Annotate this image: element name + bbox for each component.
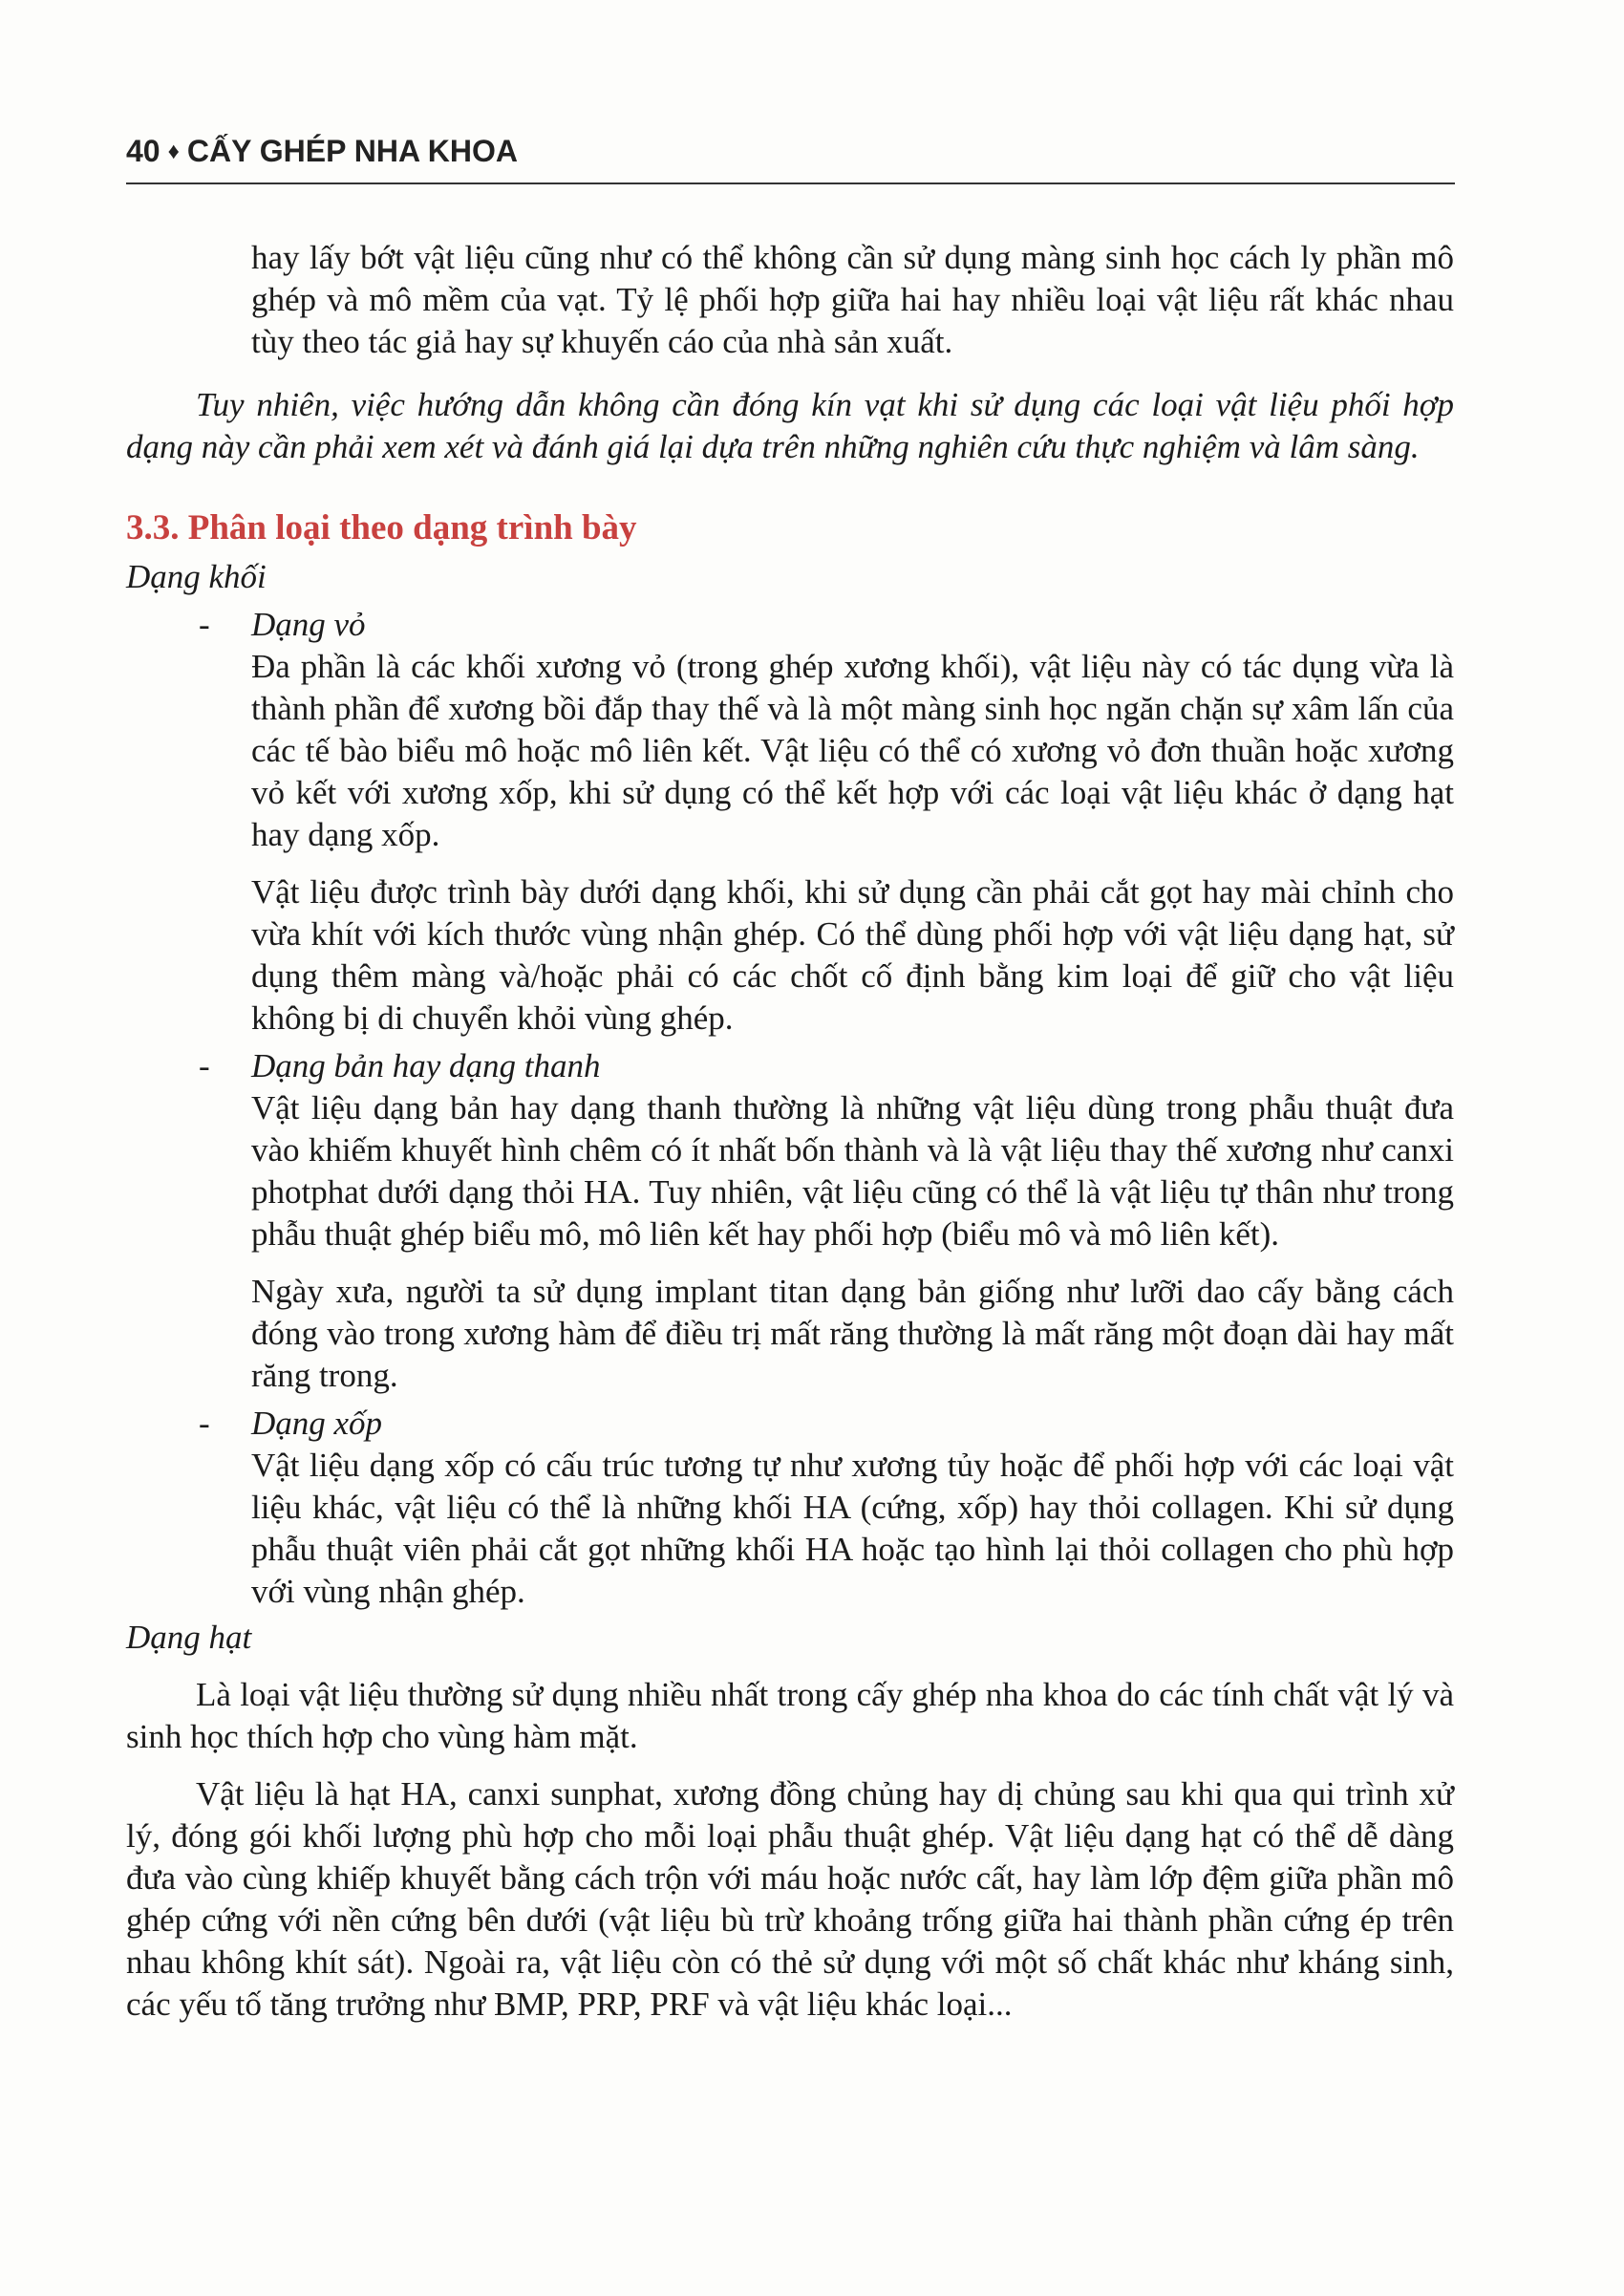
continued-paragraph: hay lấy bớt vật liệu cũng như có thể không cần sử dụng màng sinh học cách ly phần mô ghép và mô mềm của vạt. Tỷ lệ phối hợp giữa hai hay nhiều loại vật liệu rất khác nhau tùy theo tác giả hay sự khuyến cáo của nhà sản xuất.: [251, 239, 1454, 360]
item-label: Dạng xốp: [251, 1405, 383, 1442]
diamond-separator-icon: ♦: [167, 139, 180, 164]
header-rule: [126, 182, 1455, 184]
list-item: [126, 1045, 1454, 1255]
item-label: Dạng vỏ: [251, 606, 366, 643]
item-extra-paragraph: Ngày xưa, người ta sử dụng implant titan dạng bản giống như lưỡi dao cấy bằng cách đóng vào trong xương hàm để điều trị mất răng thường là mất răng một đoạn dài hay mất răng trong.: [251, 1273, 1454, 1394]
list-item: [126, 604, 1454, 856]
page-number: 40: [126, 134, 160, 168]
paragraph: Là loại vật liệu thường sử dụng nhiều nhất trong cấy ghép nha khoa do các tính chất vật lý và sinh học thích hợp cho vùng hàm mặt.: [126, 1676, 1454, 1755]
dash-bullet: -: [199, 1047, 210, 1084]
item-text: Đa phần là các khối xương vỏ (trong ghép xương khối), vật liệu này có tác dụng vừa là thành phần để xương bồi đắp thay thế và là một màng sinh học ngăn chặn sự xâm lấn của các tế bào biểu mô hoặc mô liên kết. Vật liệu có thể có xương vỏ đơn thuần hoặc xương vỏ kết với xương xốp, khi sử dụng có thể kết hợp với các loại vật liệu khác ở dạng hạt hay dạng xốp.: [251, 648, 1454, 853]
item-text: Vật liệu dạng xốp có cấu trúc tương tự như xương tủy hoặc để phối hợp với các loại vật liệu khác, vật liệu có thể là những khối HA (cứng, xốp) hay thỏi collagen. Khi sử dụng phẫu thuật viên phải cắt gọt những khối HA hoặc tạo hình lại thỏi collagen cho phù hợp với vùng nhận ghép.: [251, 1447, 1454, 1610]
item-extra-paragraph: Vật liệu được trình bày dưới dạng khối, khi sử dụng cần phải cắt gọt hay mài chỉnh cho vừa khít với kích thước vùng nhận ghép. Có thể dùng phối hợp với vật liệu dạng hạt, sử dụng thêm màng và/hoặc phải có các chốt cố định bằng kim loại để giữ cho vật liệu không bị di chuyển khỏi vùng ghép.: [251, 873, 1454, 1037]
dash-bullet: -: [199, 1405, 210, 1442]
running-header: [126, 134, 1454, 169]
list-item: [126, 1403, 1454, 1613]
item-text: Vật liệu dạng bản hay dạng thanh thường là những vật liệu dùng trong phẫu thuật đưa vào khiếm khuyết hình chêm có ít nhất bốn thành và là vật liệu thay thế xương như canxi photphat dưới dạng thỏi HA. Tuy nhiên, vật liệu cũng có thể là vật liệu tự thân như trong phẫu thuật ghép biểu mô, mô liên kết hay phối hợp (biểu mô và mô liên kết).: [251, 1089, 1454, 1253]
book-title: CẤY GHÉP NHA KHOA: [186, 134, 518, 168]
italic-note: Tuy nhiên, việc hướng dẫn không cần đóng kín vạt khi sử dụng các loại vật liệu phối hợp dạng này cần phải xem xét và đánh giá lại dựa trên những nghiên cứu thực nghiệm và lâm sàng.: [126, 386, 1454, 465]
section-title: 3.3. Phân loại theo dạng trình bày: [126, 508, 637, 547]
paragraph: Vật liệu là hạt HA, canxi sunphat, xương đồng chủng hay dị chủng sau khi qua qui trình xử lý, đóng gói khối lượng phù hợp cho mỗi loại phẫu thuật ghép. Vật liệu dạng hạt có thể dễ dàng đưa vào cùng khiếp khuyết bằng cách trộn với máu hoặc nước cất, hay làm lớp đệm giữa phần mô ghép cứng với nền cứng bên dưới (vật liệu bù trừ khoảng trống giữa hai thành phần cứng ép trên nhau không khít sát). Ngoài ra, vật liệu còn có thẻ sử dụng với một số chất khác như kháng sinh, các yếu tố tăng trưởng như BMP, PRP, PRF và vật liệu khác loại...: [126, 1775, 1454, 2023]
subheading-granular-form: Dạng hạt: [126, 1619, 252, 1656]
page-body: [126, 237, 1454, 2026]
item-label: Dạng bản hay dạng thanh: [251, 1047, 601, 1084]
dash-bullet: -: [199, 606, 210, 643]
subheading-block-form: Dạng khối: [126, 558, 267, 595]
